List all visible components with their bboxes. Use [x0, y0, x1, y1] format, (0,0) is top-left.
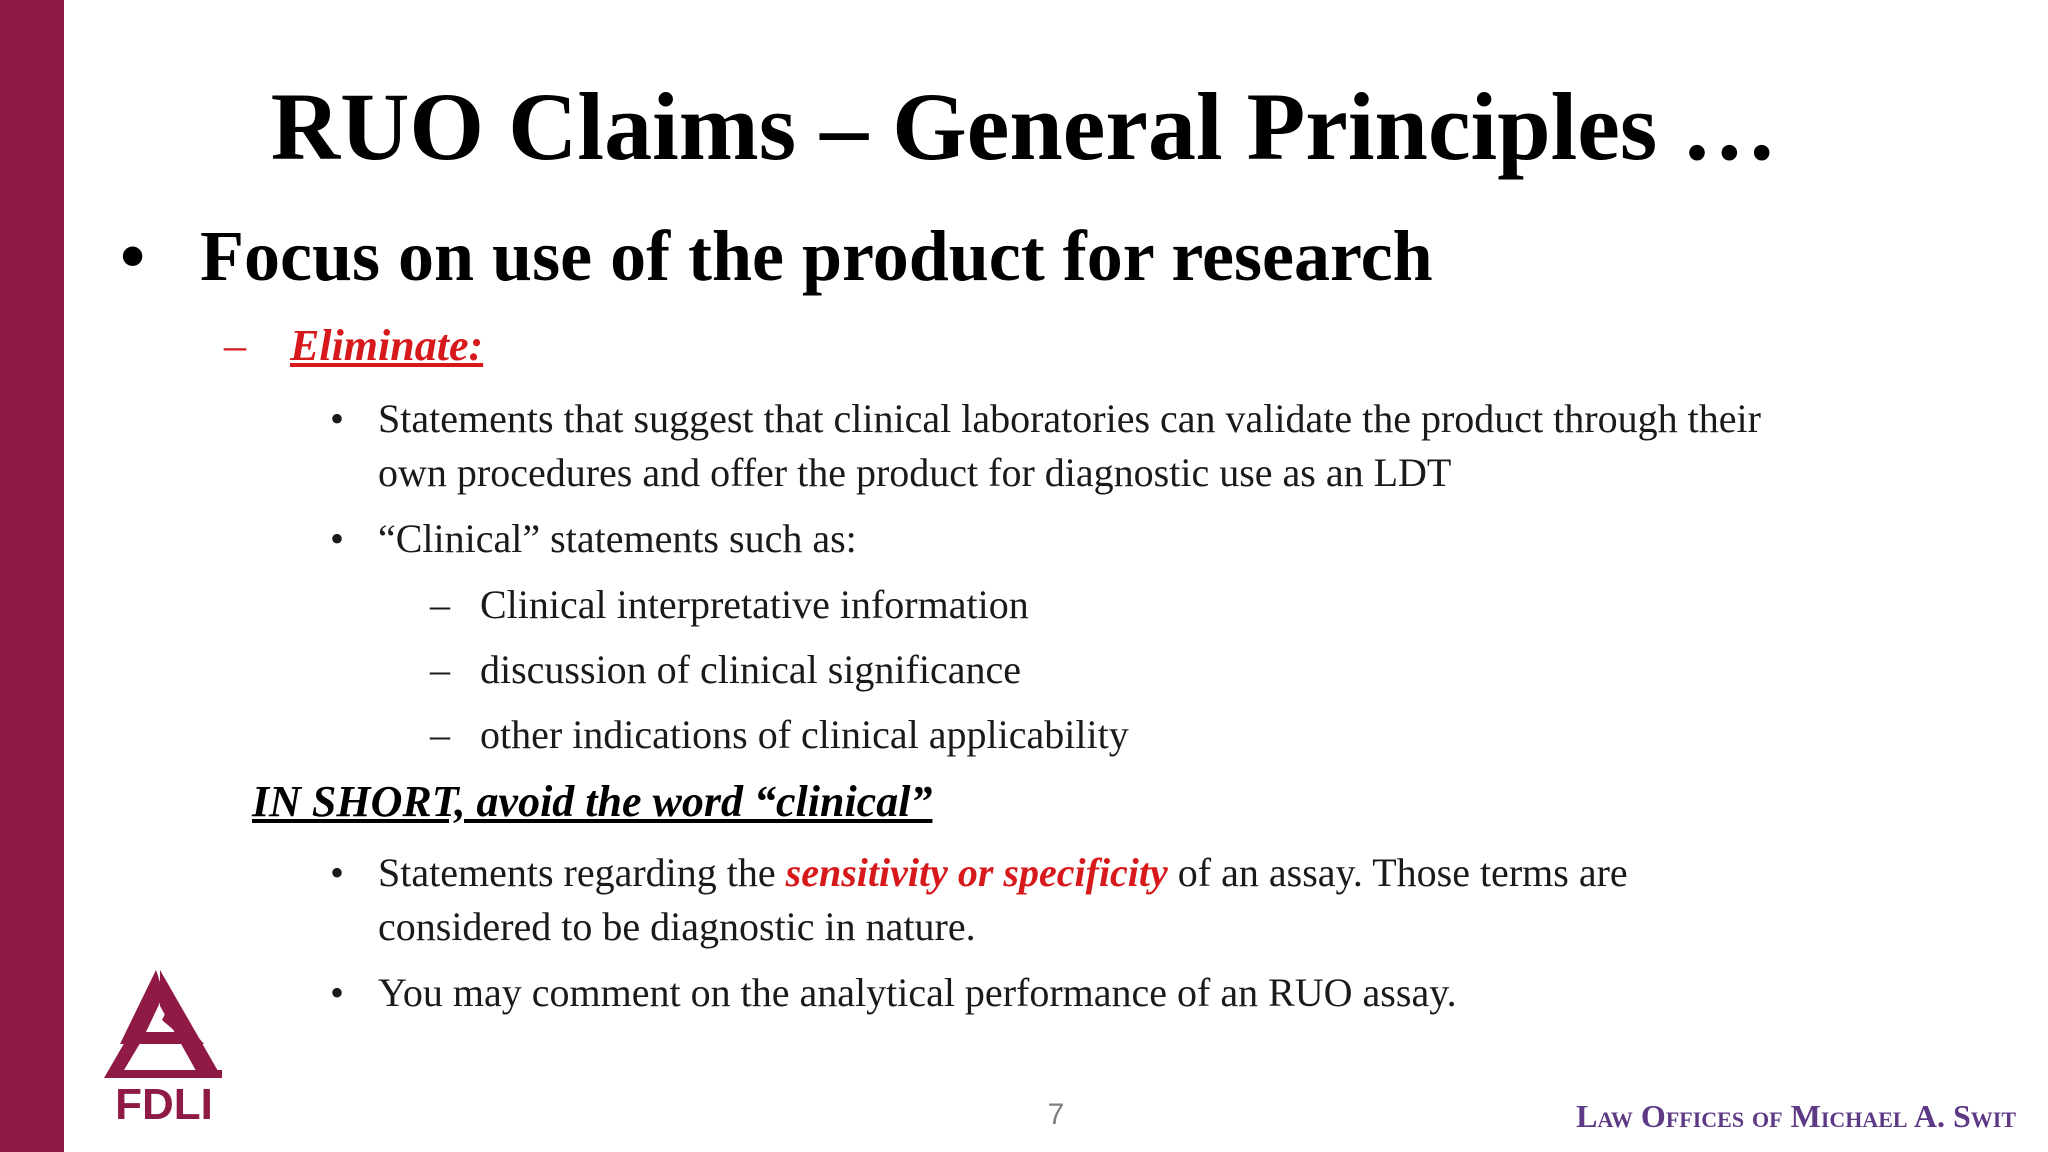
list-item-text: Statements that suggest that clinical laboratories can validate the product through their: [378, 396, 1761, 441]
dash-glyph: –: [430, 647, 450, 692]
eliminate-heading: [224, 318, 483, 374]
list-item-text: “Clinical” statements such as:: [378, 516, 857, 561]
sensitivity-emphasis: sensitivity or specificity: [785, 850, 1168, 895]
slide-title: RUO Claims – General Principles …: [270, 73, 1778, 180]
bullet-glyph: •: [330, 396, 345, 441]
list-item-text: considered to be diagnostic in nature.: [378, 904, 976, 949]
firm-name: Law Offices of Michael A. Swit: [1576, 1098, 2016, 1134]
dash-glyph: –: [430, 582, 450, 627]
sub-list-item-text: other indications of clinical applicability: [480, 712, 1129, 757]
bullet-glyph: •: [120, 216, 146, 296]
sub-list-item-text: Clinical interpretative information: [480, 582, 1029, 627]
sensitivity-text-after: of an assay. Those terms are: [1167, 850, 1628, 895]
fdli-logo-text: FDLI: [115, 1080, 213, 1129]
sub-list-item-text: discussion of clinical significance: [480, 647, 1021, 692]
dash-glyph: –: [224, 321, 246, 370]
dash-glyph: –: [430, 712, 450, 757]
bullet-glyph: •: [330, 516, 345, 561]
list-item-text: own procedures and offer the product for diagnostic use as an LDT: [378, 450, 1452, 495]
list-item-text: You may comment on the analytical performance of an RUO assay.: [378, 970, 1457, 1015]
page-number: 7: [1047, 1098, 1065, 1131]
in-short-note: IN SHORT, avoid the word “clinical”: [252, 777, 933, 826]
bullet-glyph: •: [330, 850, 345, 895]
list-item-text: [378, 846, 1628, 900]
bullet-glyph: •: [330, 970, 345, 1015]
eliminate-label: Eliminate:: [290, 321, 484, 370]
main-bullet: [120, 214, 1433, 298]
main-bullet-text: Focus on use of the product for research: [200, 216, 1433, 296]
sensitivity-text-before: Statements regarding the: [378, 850, 786, 895]
